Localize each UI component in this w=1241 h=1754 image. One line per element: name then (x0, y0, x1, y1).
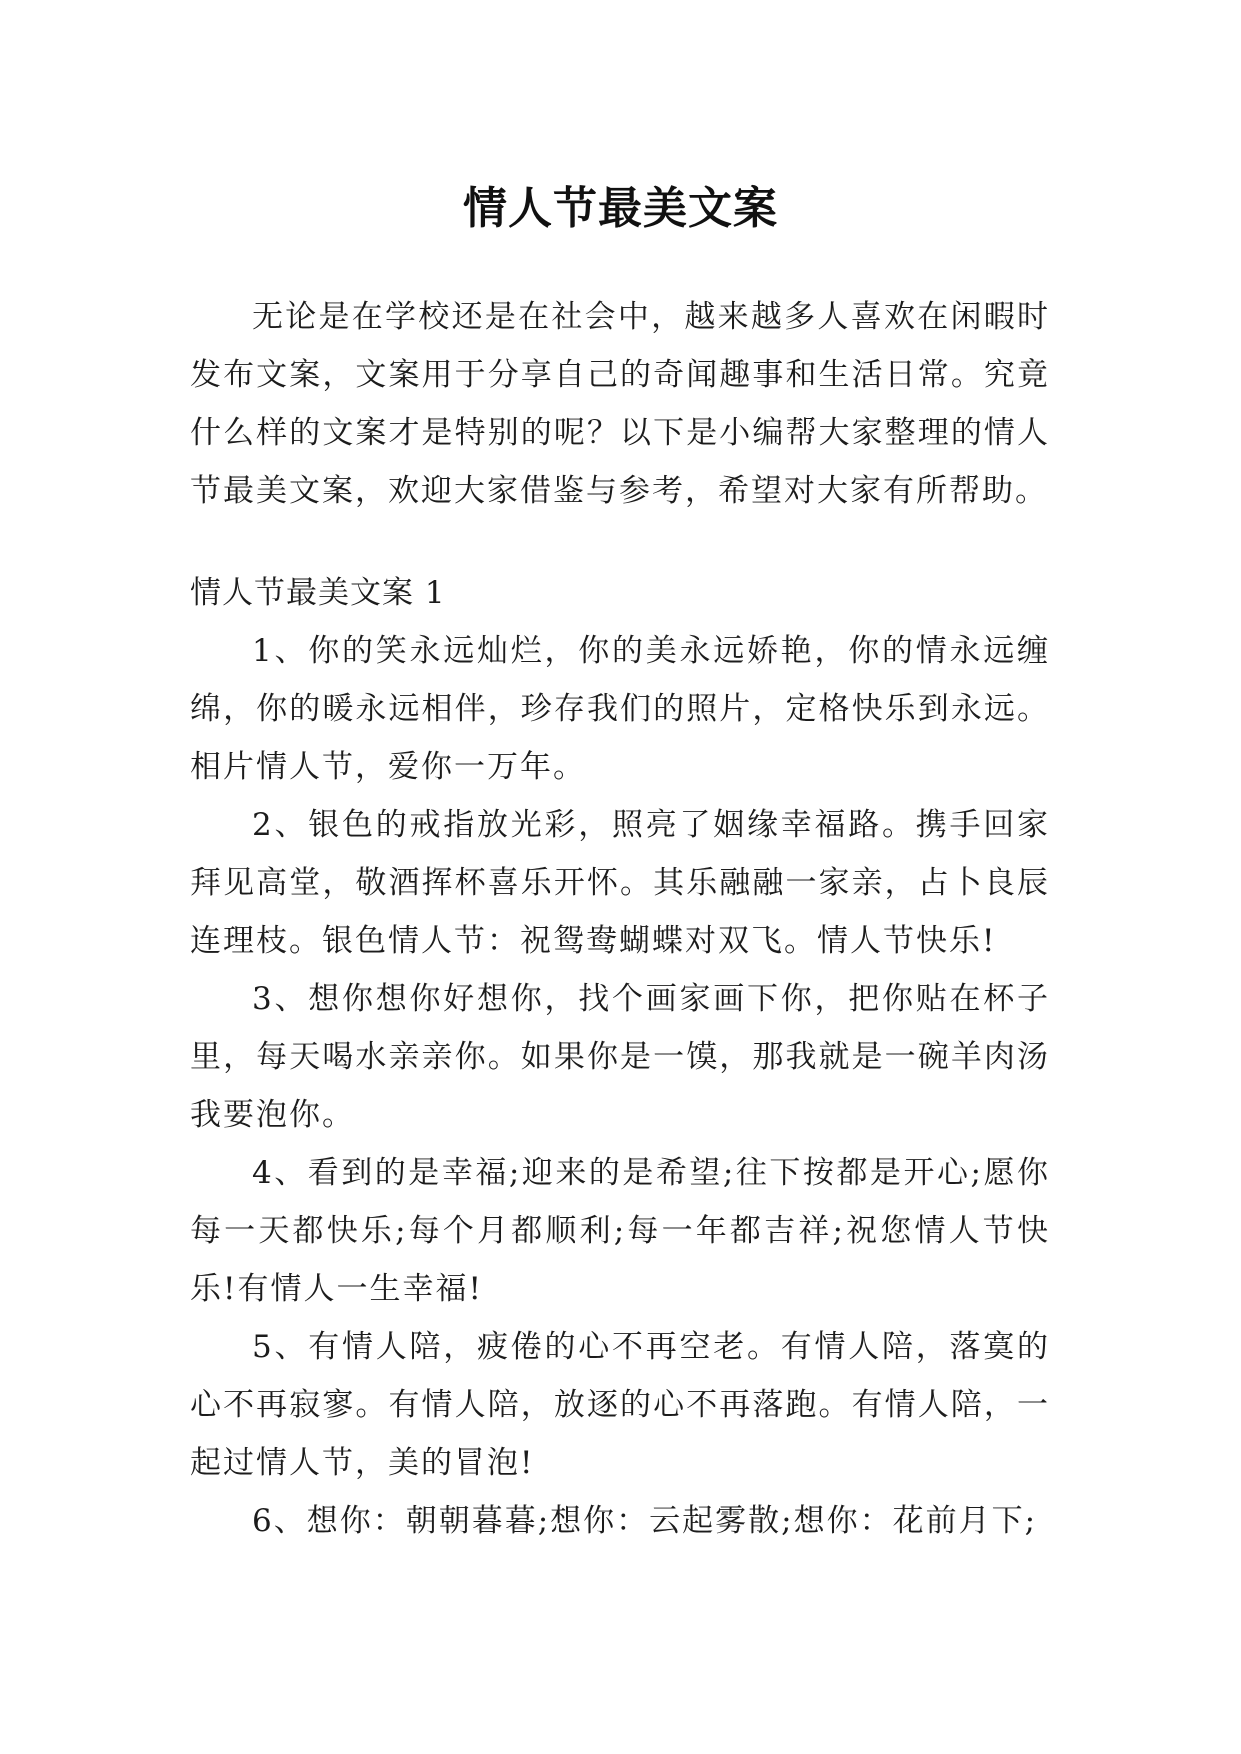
list-item: 3、想你想你好想你，找个画家画下你，把你贴在杯子里，每天喝水亲亲你。如果你是一馍，那我就是一碗羊肉汤我要泡你。 (190, 981, 1050, 1133)
document-body (190, 288, 1050, 1550)
document-title: 情人节最美文案 (463, 183, 778, 235)
list-item: 2、银色的戒指放光彩，照亮了姻缘幸福路。携手回家拜见高堂，敬酒挥杯喜乐开怀。其乐融融一家亲，占卜良辰连理枝。银色情人节：祝鸳鸯蝴蝶对双飞。情人节快乐! (190, 807, 1050, 959)
list-item: 6、想你：朝朝暮暮;想你：云起雾散;想你：花前月下; (252, 1503, 1038, 1539)
section-heading: 情人节最美文案 1 (190, 575, 446, 611)
list-item: 1、你的笑永远灿烂，你的美永远娇艳，你的情永远缠绵，你的暖永远相伴，珍存我们的照片，定格快乐到永远。相片情人节，爱你一万年。 (190, 633, 1050, 785)
list-item: 5、有情人陪，疲倦的心不再空老。有情人陪，落寞的心不再寂寥。有情人陪，放逐的心不再落跑。有情人陪，一起过情人节，美的冒泡! (190, 1329, 1050, 1481)
list-item: 4、看到的是幸福;迎来的是希望;往下按都是开心;愿你每一天都快乐;每个月都顺利;每一年都吉祥;祝您情人节快乐!有情人一生幸福! (190, 1155, 1050, 1307)
intro-paragraph: 无论是在学校还是在社会中，越来越多人喜欢在闲暇时发布文案，文案用于分享自己的奇闻趣事和生活日常。究竟什么样的文案才是特别的呢？以下是小编帮大家整理的情人节最美文案，欢迎大家借鉴与参考，希望对大家有所帮助。 (190, 299, 1050, 509)
